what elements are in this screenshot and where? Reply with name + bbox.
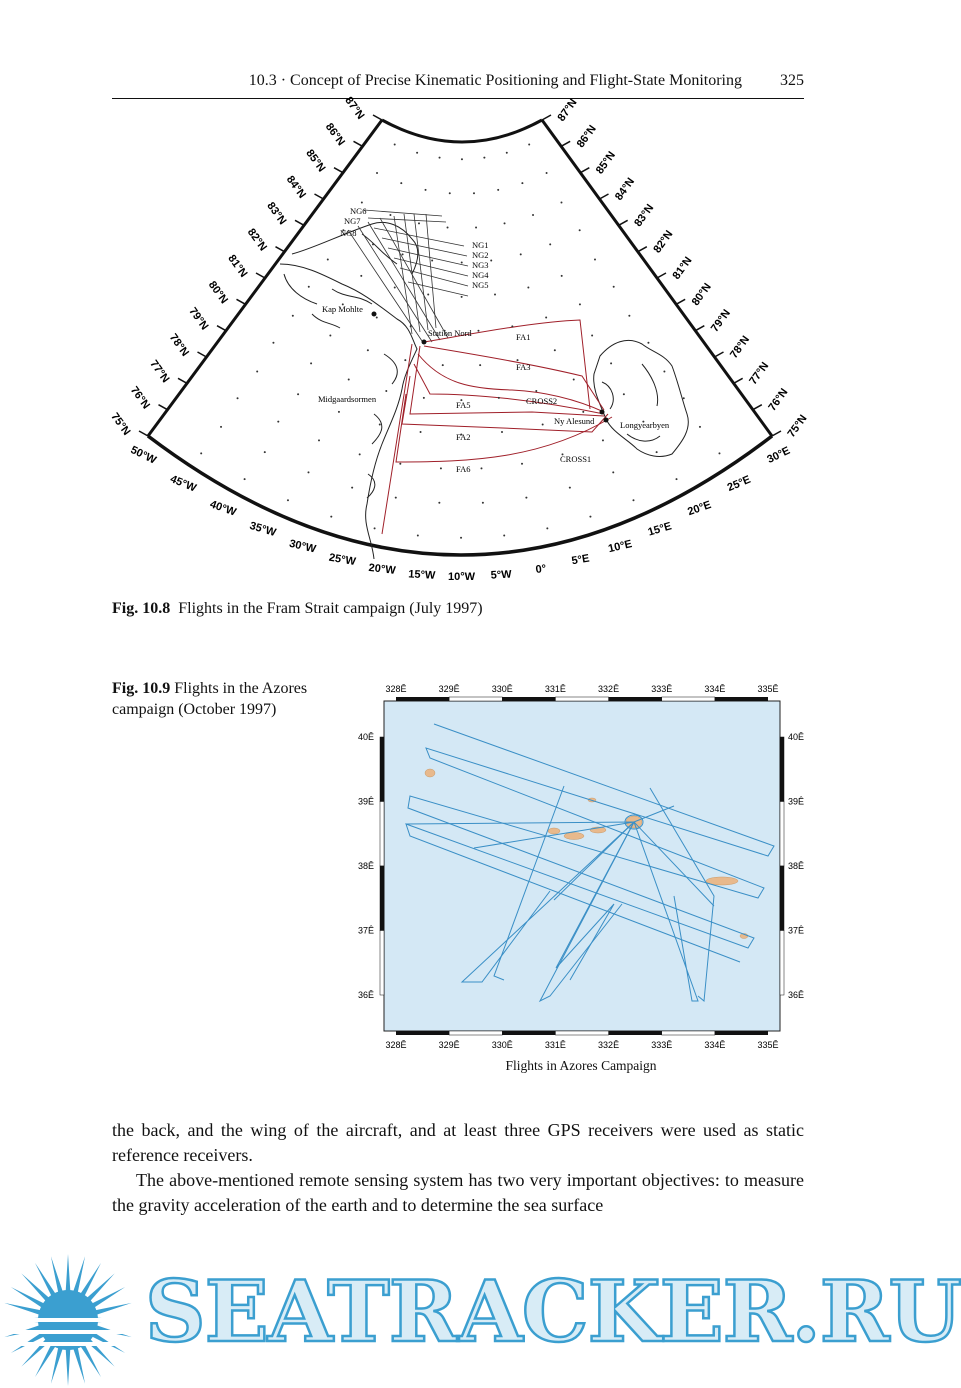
y-tick-label: 39Ê [788, 796, 805, 807]
header-rule [112, 98, 804, 99]
grid-dot [517, 359, 519, 361]
grid-dot [561, 275, 563, 277]
track-label: FA5 [456, 400, 471, 410]
grid-dot [490, 259, 492, 261]
ng-flight-tracks [348, 210, 468, 344]
right-lat-label: 81°N [670, 254, 695, 282]
grid-dot [498, 397, 500, 399]
grid-dot [527, 287, 529, 289]
grid-dot [545, 317, 547, 319]
right-lat-label: 83°N [632, 202, 657, 230]
right-lat-label: 84°N [612, 175, 638, 203]
grid-dot [440, 467, 442, 469]
right-lat-label: 87°N [555, 96, 580, 124]
grid-dot [394, 144, 396, 146]
left-lat-label: 80°N [205, 279, 231, 307]
grid-dot [528, 144, 530, 146]
grid-dot [483, 157, 485, 159]
x-tick-label: 335Ê [757, 1040, 779, 1050]
fram-strait-map [108, 94, 810, 594]
right-latitude-labels [555, 97, 809, 440]
grid-dot [663, 371, 665, 373]
left-lat-label: 78°N [166, 331, 192, 359]
grid-dot [237, 397, 239, 399]
x-tick-label: 332Ê [598, 1040, 620, 1050]
grid-dot [307, 471, 309, 473]
grid-dot [610, 362, 612, 364]
track-label: NG4 [472, 270, 489, 280]
figure-10-8-caption-text: Flights in the Fram Strait campaign (July 1997) [178, 600, 483, 617]
x-tick-label: 329Ê [438, 1040, 460, 1050]
place-labels [318, 304, 670, 430]
sea-area [384, 701, 780, 1031]
azores-map-title: Flights in Azores Campaign [505, 1058, 657, 1073]
figure-10-9-caption [112, 678, 322, 720]
grid-dot [442, 364, 444, 366]
grid-dot [461, 261, 463, 263]
grid-dot [475, 227, 477, 229]
body-paragraph-2: The above-mentioned remote sensing system has two very important objectives: to measure the gravity acceleration of the earth and to determine the sea surface [112, 1170, 804, 1215]
y-tick-label: 38Ê [788, 861, 805, 871]
grid-dot [359, 453, 361, 455]
grid-dot [423, 397, 425, 399]
longitude-label: 25°E [725, 473, 753, 494]
fa-flight-tracks [382, 320, 612, 534]
grid-dot [504, 222, 506, 224]
grid-dot [546, 527, 548, 529]
grid-dot [416, 152, 418, 154]
grid-dot [330, 516, 332, 518]
grid-dot [220, 426, 222, 428]
grid-dot [379, 423, 381, 425]
grid-dot [573, 378, 575, 380]
grid-dot [602, 439, 604, 441]
grid-dot [506, 152, 508, 154]
grid-dot [521, 182, 523, 184]
grid-dot [376, 317, 378, 319]
left-lat-label: 86°N [322, 121, 348, 149]
place-label: Kap Mohlte [322, 304, 363, 314]
left-lat-label: 85°N [303, 147, 328, 175]
x-tick-labels-top [385, 684, 778, 694]
grid-dot [318, 439, 320, 441]
left-lat-label: 76°N [127, 384, 153, 412]
grid-dot [480, 467, 482, 469]
grid-dot [591, 335, 593, 337]
longitude-label: 50°W [128, 443, 159, 467]
grid-dot [589, 516, 591, 518]
grid-dot [579, 229, 581, 231]
track-label: NG6 [350, 206, 367, 216]
track-label: NG7 [344, 216, 361, 226]
grid-dot [503, 534, 505, 536]
grid-dot [327, 259, 329, 261]
y-tick-label: 37Ê [788, 925, 805, 936]
x-tick-label: 331Ê [544, 1040, 566, 1050]
x-tick-label: 329Ê [438, 684, 460, 694]
place-label: Ny Alesund [554, 416, 595, 426]
x-tick-label: 333Ê [651, 684, 673, 694]
grid-dot [494, 294, 496, 296]
longitude-label: 15°E [646, 520, 674, 539]
left-lat-label: 77°N [147, 358, 172, 386]
running-header [112, 72, 804, 96]
track-label: FA1 [516, 332, 531, 342]
right-lat-label: 86°N [574, 123, 599, 151]
grid-dot [554, 349, 556, 351]
longitude-label: 35°W [248, 519, 278, 540]
right-lat-label: 77°N [747, 360, 772, 388]
grid-dot [477, 330, 479, 332]
track-label: CROSS2 [526, 396, 558, 406]
grid-dot [264, 451, 266, 453]
right-lat-label: 76°N [766, 386, 791, 414]
y-tick-label: 36Ê [788, 990, 805, 1000]
grid-dot [542, 423, 544, 425]
grid-dot [632, 499, 634, 501]
left-lat-label: 81°N [225, 252, 250, 280]
grid-dot [439, 157, 441, 159]
longitude-label: 30°E [765, 444, 793, 466]
grid-dot [272, 342, 274, 344]
grid-dot [520, 253, 522, 255]
grid-dot [402, 253, 404, 255]
grid-dot [351, 487, 353, 489]
grid-dot [400, 182, 402, 184]
grid-dot [582, 411, 584, 413]
body-text [112, 1118, 804, 1218]
track-label: NG1 [472, 240, 489, 250]
longitude-label: 20°E [686, 498, 713, 519]
grid-dot [521, 463, 523, 465]
azores-map [354, 676, 808, 1056]
page-number: 325 [780, 72, 804, 89]
x-tick-label: 332Ê [598, 684, 620, 694]
longitude-label: 0° [534, 562, 547, 576]
grid-dot [535, 390, 537, 392]
grid-dot [461, 158, 463, 160]
place-label: Station Nord [428, 328, 472, 338]
y-tick-labels-left [358, 732, 374, 1000]
grid-dot [399, 463, 401, 465]
figure-10-8-caption [112, 600, 483, 618]
track-labels [340, 206, 591, 474]
y-tick-label: 37Ê [357, 925, 374, 936]
left-lat-label: 79°N [186, 305, 211, 333]
grid-dot [718, 452, 720, 454]
grid-dot [200, 452, 202, 454]
grid-dot [427, 294, 429, 296]
longitude-label: 45°W [168, 473, 198, 495]
x-tick-label: 331Ê [544, 684, 566, 694]
longitude-label: 10°W [447, 571, 476, 583]
x-tick-label: 335Ê [757, 684, 779, 694]
grid-dot [447, 227, 449, 229]
figure-10-9-label: Fig. 10.9 [112, 680, 171, 697]
grid-dot [613, 286, 615, 288]
grid-dot [438, 502, 440, 504]
right-lat-label: 82°N [651, 228, 676, 256]
grid-dot [594, 259, 596, 261]
right-lat-label: 78°N [727, 333, 753, 361]
longitude-label: 30°W [288, 537, 318, 556]
grid-dot [511, 325, 513, 327]
x-tick-label: 334Ê [704, 684, 726, 694]
x-tick-label: 328Ê [385, 684, 407, 694]
y-tick-label: 36Ê [357, 990, 374, 1000]
grid-dot [479, 364, 481, 366]
grid-dot [546, 172, 548, 174]
right-lat-label: 80°N [689, 281, 714, 309]
left-lat-label: 82°N [244, 226, 270, 254]
x-tick-label: 330Ê [491, 684, 513, 694]
track-label: FA2 [456, 432, 471, 442]
track-label: FA3 [516, 362, 531, 372]
grid-dot [676, 478, 678, 480]
grid-dot [395, 497, 397, 499]
x-tick-label: 334Ê [704, 1040, 726, 1050]
place-label: Midgaardsormen [318, 394, 377, 404]
longitude-label: 15°W [407, 568, 436, 582]
grid-dot [308, 286, 310, 288]
grid-dot [569, 487, 571, 489]
grid-dot [374, 527, 376, 529]
grid-dot [420, 431, 422, 433]
longitude-label: 20°W [367, 561, 397, 577]
longitude-label: 25°W [327, 551, 357, 569]
grid-dot [623, 393, 625, 395]
grid-dot [404, 359, 406, 361]
grid-dot [647, 342, 649, 344]
grid-dot [287, 499, 289, 501]
longitude-label: 10°E [607, 538, 634, 556]
left-lat-label: 87°N [342, 94, 367, 122]
grid-dot [410, 325, 412, 327]
y-tick-label: 40Ê [788, 732, 805, 742]
grid-dot [329, 335, 331, 337]
left-lat-label: 83°N [264, 200, 289, 228]
longitude-label: 5°W [490, 568, 512, 582]
right-lat-label: 75°N [785, 412, 810, 440]
x-tick-label: 330Ê [491, 1040, 513, 1050]
grid-dot [532, 214, 534, 216]
body-paragraph-1: the back, and the wing of the aircraft, and at least three GPS receivers were used as static reference receivers. [112, 1120, 804, 1165]
y-tick-labels-right [788, 732, 804, 1000]
grid-dot [277, 421, 279, 423]
left-lat-label: 84°N [283, 173, 309, 201]
grid-dot [244, 478, 246, 480]
track-label: FA6 [456, 464, 471, 474]
grid-dot [418, 222, 420, 224]
track-label: NG8 [340, 228, 357, 238]
grid-dot [389, 214, 391, 216]
grid-dot [310, 362, 312, 364]
svalbard-coast [594, 340, 689, 456]
grid-dots [200, 144, 720, 539]
grid-dot [699, 426, 701, 428]
grid-dot [579, 303, 581, 305]
grid-dot [461, 296, 463, 298]
grid-dot [385, 390, 387, 392]
grid-dot [612, 471, 614, 473]
track-label: CROSS1 [560, 454, 592, 464]
x-tick-label: 333Ê [651, 1040, 673, 1050]
grid-dot [473, 192, 475, 194]
grid-dot [292, 315, 294, 317]
grid-dot [656, 451, 658, 453]
grid-dot [338, 411, 340, 413]
x-tick-label: 328Ê [385, 1040, 407, 1050]
grid-dot [628, 315, 630, 317]
grid-dot [376, 172, 378, 174]
figure-10-9-caption-text: Flights in the Azores campaign (October 1997) [112, 680, 308, 718]
grid-dot [449, 192, 451, 194]
grid-dot [560, 202, 562, 204]
left-lat-label: 75°N [108, 410, 133, 438]
grid-dot [367, 349, 369, 351]
longitude-label: 40°W [208, 498, 238, 519]
place-label: Longyearbyen [620, 420, 670, 430]
grid-dot [361, 202, 363, 204]
header-section-title: 10.3 · Concept of Precise Kinematic Positioning and Flight-State Monitoring [248, 72, 742, 89]
grid-dot [431, 259, 433, 261]
grid-dot [372, 243, 374, 245]
right-lat-label: 85°N [593, 149, 618, 177]
left-latitude-labels [108, 95, 366, 438]
grid-dot [460, 537, 462, 539]
grid-dot [417, 534, 419, 536]
y-tick-label: 39Ê [357, 796, 374, 807]
grid-dot [360, 275, 362, 277]
grid-dot [425, 189, 427, 191]
grid-dot [482, 502, 484, 504]
track-label: NG3 [472, 260, 489, 270]
longitude-label: 5°E [570, 552, 591, 568]
grid-dot [501, 431, 503, 433]
greenland-coast [280, 222, 418, 559]
track-label: NG5 [472, 280, 489, 290]
right-lat-label: 79°N [708, 307, 733, 335]
grid-dot [297, 393, 299, 395]
grid-dot [549, 243, 551, 245]
grid-dot [256, 371, 258, 373]
grid-dot [497, 189, 499, 191]
y-tick-label: 40Ê [357, 732, 374, 742]
y-tick-label: 38Ê [357, 861, 374, 871]
watermark-text: SEATRACKER.RU [145, 1262, 961, 1361]
figure-10-8-label: Fig. 10.8 [112, 600, 171, 617]
grid-dot [348, 378, 350, 380]
grid-dot [683, 397, 685, 399]
grid-dot [394, 287, 396, 289]
track-label: NG2 [472, 250, 489, 260]
grid-dot [525, 497, 527, 499]
x-tick-labels-bottom [385, 1040, 778, 1050]
